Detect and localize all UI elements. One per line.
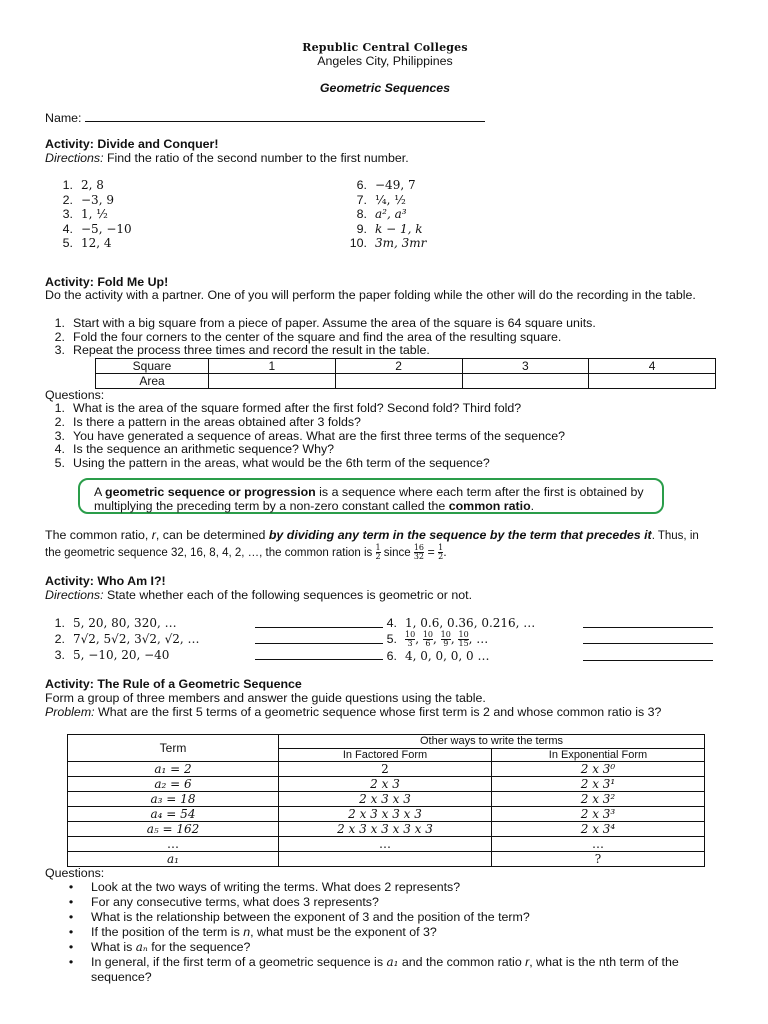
list-item: 3. 5, −10, 20, −40 [45,647,383,663]
table-cell: 4 [589,359,716,374]
table-row: a₅ = 162 2 x 3 x 3 x 3 x 3 2 x 3⁴ [68,822,705,837]
list-item: 5. Using the pattern in the areas, what would be the 6th term of the sequence? [54,456,490,471]
table-cell: 3 [462,359,589,374]
activity3-right-list [377,615,713,664]
list-item: 3. Repeat the process three times and record the result in the table. [54,343,430,357]
list-item: 5. $\frac{10}{3}$ , $\frac{10}{6}$ , $\frac{10}{9}$ , $\frac{10}{15}$ , … [377,631,713,648]
term-common-ratio: common ratio [448,499,531,513]
list-item: 3. 1, ½ [62,207,108,221]
table-row: a₁ = 2 2 2 x 3⁰ [68,762,705,777]
list-item: 10. 3m, 3mr [349,236,427,250]
list-item: 9. k − 1, k [356,221,423,236]
term-header: Term [68,735,279,762]
table-row: a₁ ? [68,852,705,867]
list-item: 6. −49, 7 [356,178,416,192]
activity2-intro: Do the activity with a partner. One of you will perform the paper folding while the other will do the recording in the table. [45,288,696,302]
answer-blank[interactable] [255,631,383,644]
term-geometric-sequence: geometric sequence or progression [105,485,316,499]
exponential-header: In Exponential Form [492,748,705,762]
table-row [96,359,716,374]
list-item: 1. 5, 20, 80, 320, … [45,615,383,631]
list-item: 1. Start with a big square from a piece of paper. Assume the area of the square is 64 square units. [54,316,596,330]
list-item: 4. −5, −10 [62,221,132,236]
questions-label: Questions: [45,388,105,402]
list-item: • Look at the two ways of writing the terms. What does 2 represents? [68,880,461,894]
answer-blank[interactable] [255,647,383,660]
list-item: • What is aₙ for the sequence? [68,940,251,954]
list-item: 2. −3, 9 [62,192,114,207]
answer-blank[interactable] [583,648,713,661]
activity1-title: Activity: Divide and Conquer! [45,137,219,151]
fraction-one-half: $\frac{1}{2}$ [438,543,444,562]
table-row: … … … [68,837,705,852]
list-item: 1. 2, 8 [62,178,104,192]
activity4-questions [45,880,725,985]
table-cell: Area [96,374,209,389]
answer-cell[interactable] [279,852,492,867]
list-item: 2. 7√2, 5√2, 3√2, √2, … [45,631,383,647]
list-item: 6. 4, 0, 0, 0, 0 … [377,648,713,664]
table-row: a₂ = 6 2 x 3 2 x 3¹ [68,777,705,792]
list-item: 1. What is the area of the square formed after the first fold? Second fold? Third fold? [54,401,522,415]
name-row [45,110,485,125]
questions-label: Questions: [45,866,105,880]
fraction-one-half: $\frac{1}{2}$ [375,543,381,562]
list-item: 3. You have generated a sequence of areas. What are the first three terms of the sequence? [54,428,566,443]
activity2-questions [45,402,565,471]
activity4-intro: Form a group of three members and answer the guide questions using the table. [45,691,486,705]
activity1-right-list [347,178,426,251]
list-item: • For any consecutive terms, what does 3 represents? [68,895,379,909]
table-row: a₃ = 18 2 x 3 x 3 2 x 3² [68,792,705,807]
college-name: Republic Central Colleges [302,41,468,54]
list-item: • What is the relationship between the exponent of 3 and the position of the term? [68,910,530,924]
directions-label: Directions: [45,151,104,165]
table-header-row [68,735,705,749]
answer-blank[interactable] [583,631,713,644]
table-row [96,374,716,389]
table-row: a₄ = 54 2 x 3 x 3 x 3 2 x 3³ [68,807,705,822]
answer-cell[interactable] [589,374,716,389]
list-item: • If the position of the term is n, what must be the exponent of 3? [68,925,437,939]
list-item: 5. 12, 4 [62,236,112,250]
list-item: 4. Is the sequence an arithmetic sequence? Why? [54,442,335,457]
activity3-directions: Directions: State whether each of the following sequences is geometric or not. [45,588,473,602]
answer-blank[interactable] [255,615,383,628]
answer-cell[interactable] [335,374,462,389]
other-ways-header: Other ways to write the terms [279,735,705,749]
activity2-title: Activity: Fold Me Up! [45,275,169,289]
table-cell: 2 [335,359,462,374]
table-cell: 1 [209,359,336,374]
factored-header: In Factored Form [279,748,492,762]
fold-table [95,358,716,389]
activity3-left-list [45,615,383,663]
list-item: 8. a², a³ [356,207,407,221]
activity2-steps [45,317,596,358]
list-item: 2. Is there a pattern in the areas obtained after 3 folds? [54,414,361,429]
activity3-title: Activity: Who Am I?! [45,574,166,588]
answer-cell[interactable] [209,374,336,389]
list-item: • In general, if the first term of a geometric sequence is a₁ and the common ratio r, what is the nth term of the sequence? [68,955,679,984]
table-cell: Square [96,359,209,374]
answer-cell[interactable] [462,374,589,389]
fraction-16-32: $\frac{16}{32}$ [413,543,425,562]
name-field[interactable] [85,110,485,122]
list-item: 2. Fold the four corners to the center of the square and find the area of the resulting square. [54,329,562,344]
list-item: 7. ¼, ½ [356,192,406,207]
activity4-title: Activity: The Rule of a Geometric Sequence [45,677,302,691]
activity4-problem: Problem: What are the first 5 terms of a geometric sequence whose first term is 2 and whose common ratio is 3? [45,705,662,719]
activity1-left-list [53,178,132,251]
directions-text: Find the ratio of the second number to the first number. [103,151,409,165]
worksheet-title: Geometric Sequences [319,81,451,95]
rule-table [67,734,705,867]
activity1-directions [45,151,409,165]
definition-box: A geometric sequence or progression is a sequence where each term after the first is obtained by multiplying the preceding term by a non-zero constant called the common ratio. [78,478,664,514]
common-ratio-paragraph: The common ratio, r, can be determined by dividing any term in the sequence by the term that precedes it. Thus, in the geometric sequence 32, 16, 8, 4, 2, …, the common ration is $\frac{1}{2}$ since $\frac{16}{32}$ = $\frac{1}{2}$ . [45,528,699,562]
name-label: Name: [45,111,82,125]
answer-blank[interactable] [583,615,713,628]
location: Angeles City, Philippines [317,54,453,68]
list-item: 4. 1, 0.6, 0.36, 0.216, … [377,615,713,631]
